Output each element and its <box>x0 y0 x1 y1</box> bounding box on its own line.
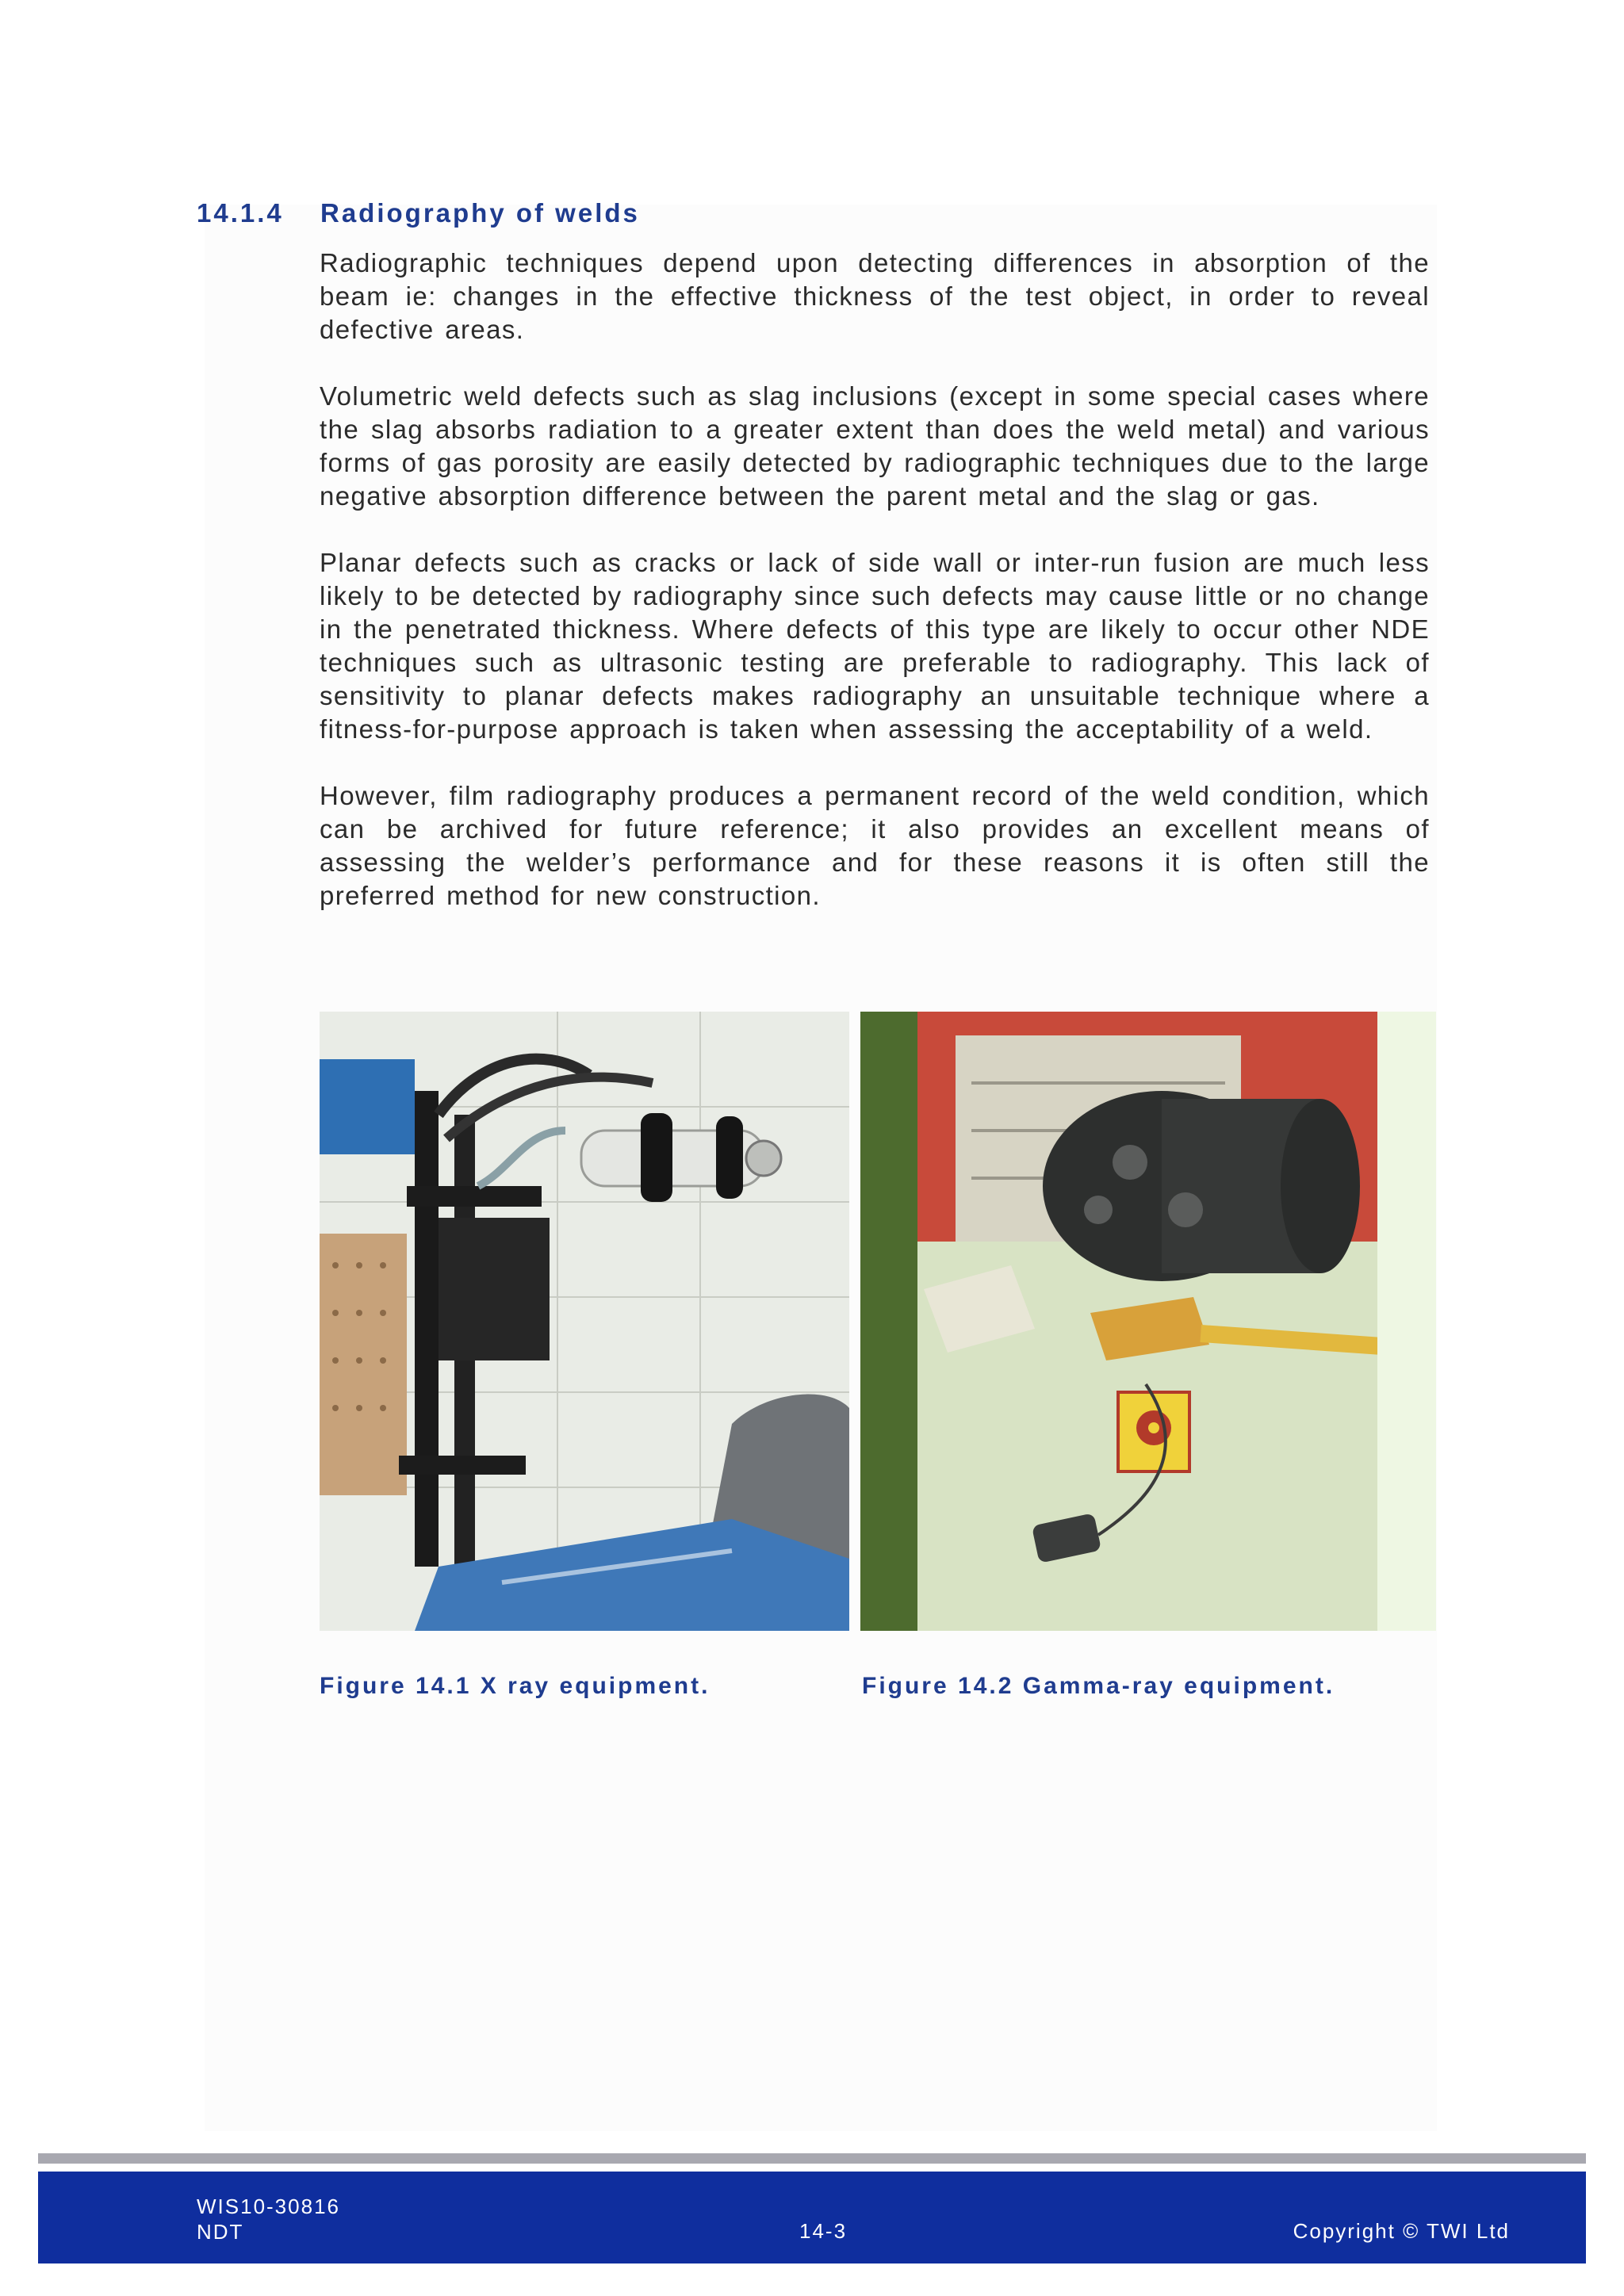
section-number: 14.1.4 <box>197 198 284 228</box>
paragraph: Planar defects such as cracks or lack of side wall or inter-run fusion are much less likely to be detected by radiography since such defects may cause little or no change in the penetrated thickness. Where defects of this type are likely to occur other NDE techniques such as ultrasonic testing are preferable to radiography. This lack of sensitivity to planar defects makes radiography an unsuitable technique where a fitness-for-purpose approach is taken when assessing the acceptability of a weld. <box>320 548 1430 744</box>
page-footer <box>38 2172 1586 2263</box>
footer-doc-code: WIS10-30816 <box>197 2195 340 2218</box>
footer-copyright: Copyright © TWI Ltd <box>1293 2219 1510 2243</box>
section-heading <box>197 198 640 228</box>
paragraph: However, film radiography produces a permanent record of the weld condition, which can be archived for future reference; it also provides an excellent means of assessing the welder’s performance and for these reasons it is often still the preferred method for new construction. <box>320 781 1430 910</box>
figure-caption: Figure 14.1 X ray equipment. <box>320 1673 710 1699</box>
paragraph: Volumetric weld defects such as slag inclusions (except in some special cases where the slag absorbs radiation to a greater extent than does the weld metal) and various forms of gas porosity are easily detected by radiographic techniques due to the large negative absorption difference between the parent metal and the slag or gas. <box>320 381 1430 511</box>
footer-page-number: 14-3 <box>799 2219 848 2243</box>
paragraph: Radiographic techniques depend upon detecting differences in absorption of the beam ie: changes in the effective thickness of the test object, in order to reveal defective areas. <box>320 248 1430 344</box>
gamma-ray-equipment-photo <box>860 1012 1436 1631</box>
body-text <box>320 247 1430 946</box>
footer-rule <box>38 2153 1586 2164</box>
footer-subject: NDT <box>197 2220 244 2244</box>
section-title: Radiography of welds <box>320 198 640 228</box>
footer-doc-info <box>197 2194 340 2244</box>
figure-caption: Figure 14.2 Gamma-ray equipment. <box>862 1673 1335 1699</box>
x-ray-equipment-photo <box>320 1012 849 1631</box>
